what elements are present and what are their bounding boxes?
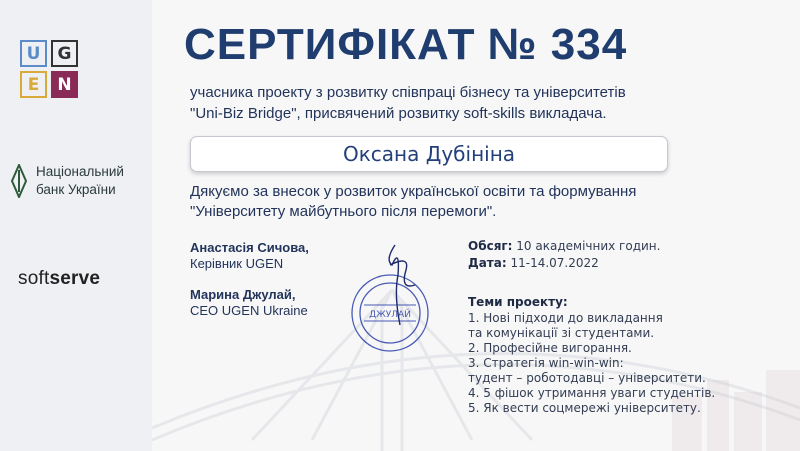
topic-line-4: 3. Стратегія win-win-win:: [468, 356, 624, 370]
topic-line-2: та комунікації зі студентами.: [468, 326, 655, 340]
intro-line-1: учасника проекту з розвитку співпраці бізнесу та університетів: [190, 84, 626, 101]
certificate-number: № 334: [487, 20, 628, 69]
nbu-name-line2: банк України: [36, 182, 116, 197]
signer-1-role: Керівник UGEN: [190, 256, 284, 271]
certificate-title: [184, 20, 627, 70]
nbu-emblem-icon: [10, 164, 28, 198]
topic-line-1: 1. Нові підходи до викладання: [468, 311, 663, 325]
ugen-letter-n: N: [51, 71, 78, 98]
signer-2-role: CEO UGEN Ukraine: [190, 303, 308, 318]
topic-line-7: 5. Як вести соцмережі університету.: [468, 401, 701, 415]
thanks-text: [190, 182, 636, 222]
signer-1-name: Анастасія Сичова,: [190, 240, 309, 255]
nbu-logo: [10, 163, 124, 199]
ugen-letter-e: E: [20, 71, 47, 98]
date-row: [468, 255, 660, 272]
signer-2: [190, 287, 308, 319]
date-label: Дата:: [468, 256, 507, 270]
softserve-soft: soft: [18, 268, 50, 289]
ugen-logo: [20, 40, 78, 98]
volume-label: Обсяг:: [468, 239, 513, 253]
sidebar-logos: [0, 0, 152, 451]
ugen-letter-u: U: [20, 40, 47, 67]
softserve-logo: [18, 268, 100, 290]
volume-value: 10 академічних годин.: [516, 239, 661, 253]
ugen-letter-g: G: [51, 40, 78, 67]
topics-header: Теми проекту:: [468, 295, 568, 309]
topics-list: [468, 295, 715, 416]
intro-line-2: "Uni-Biz Bridge", присвячений розвитку soft-skills викладача.: [190, 105, 607, 122]
signature-and-stamp: [340, 235, 460, 355]
date-value: 11-14.07.2022: [510, 256, 599, 270]
thanks-line-2: "Університету майбутнього після перемоги".: [190, 203, 497, 220]
volume-row: [468, 238, 660, 255]
softserve-serve: serve: [49, 268, 101, 289]
recipient-name: Оксана Дубініна: [342, 142, 516, 166]
stamp-text: ДЖУЛАЙ: [369, 310, 411, 320]
intro-text: [190, 82, 626, 124]
topic-line-3: 2. Професійне вигорання.: [468, 341, 632, 355]
course-info: [468, 238, 660, 272]
signer-1: [190, 240, 309, 272]
nbu-name-line1: Національний: [36, 164, 124, 179]
topic-line-6: 4. 5 фішок утримання уваги студентів.: [468, 386, 716, 400]
topic-line-5: тудент – роботодавці – університети.: [468, 371, 706, 385]
thanks-line-1: Дякуємо за внесок у розвиток української освіти та формування: [190, 183, 637, 200]
title-text: СЕРТИФІКАТ: [184, 20, 476, 69]
recipient-name-box: [190, 136, 668, 172]
signer-2-name: Марина Джулай,: [190, 287, 296, 302]
